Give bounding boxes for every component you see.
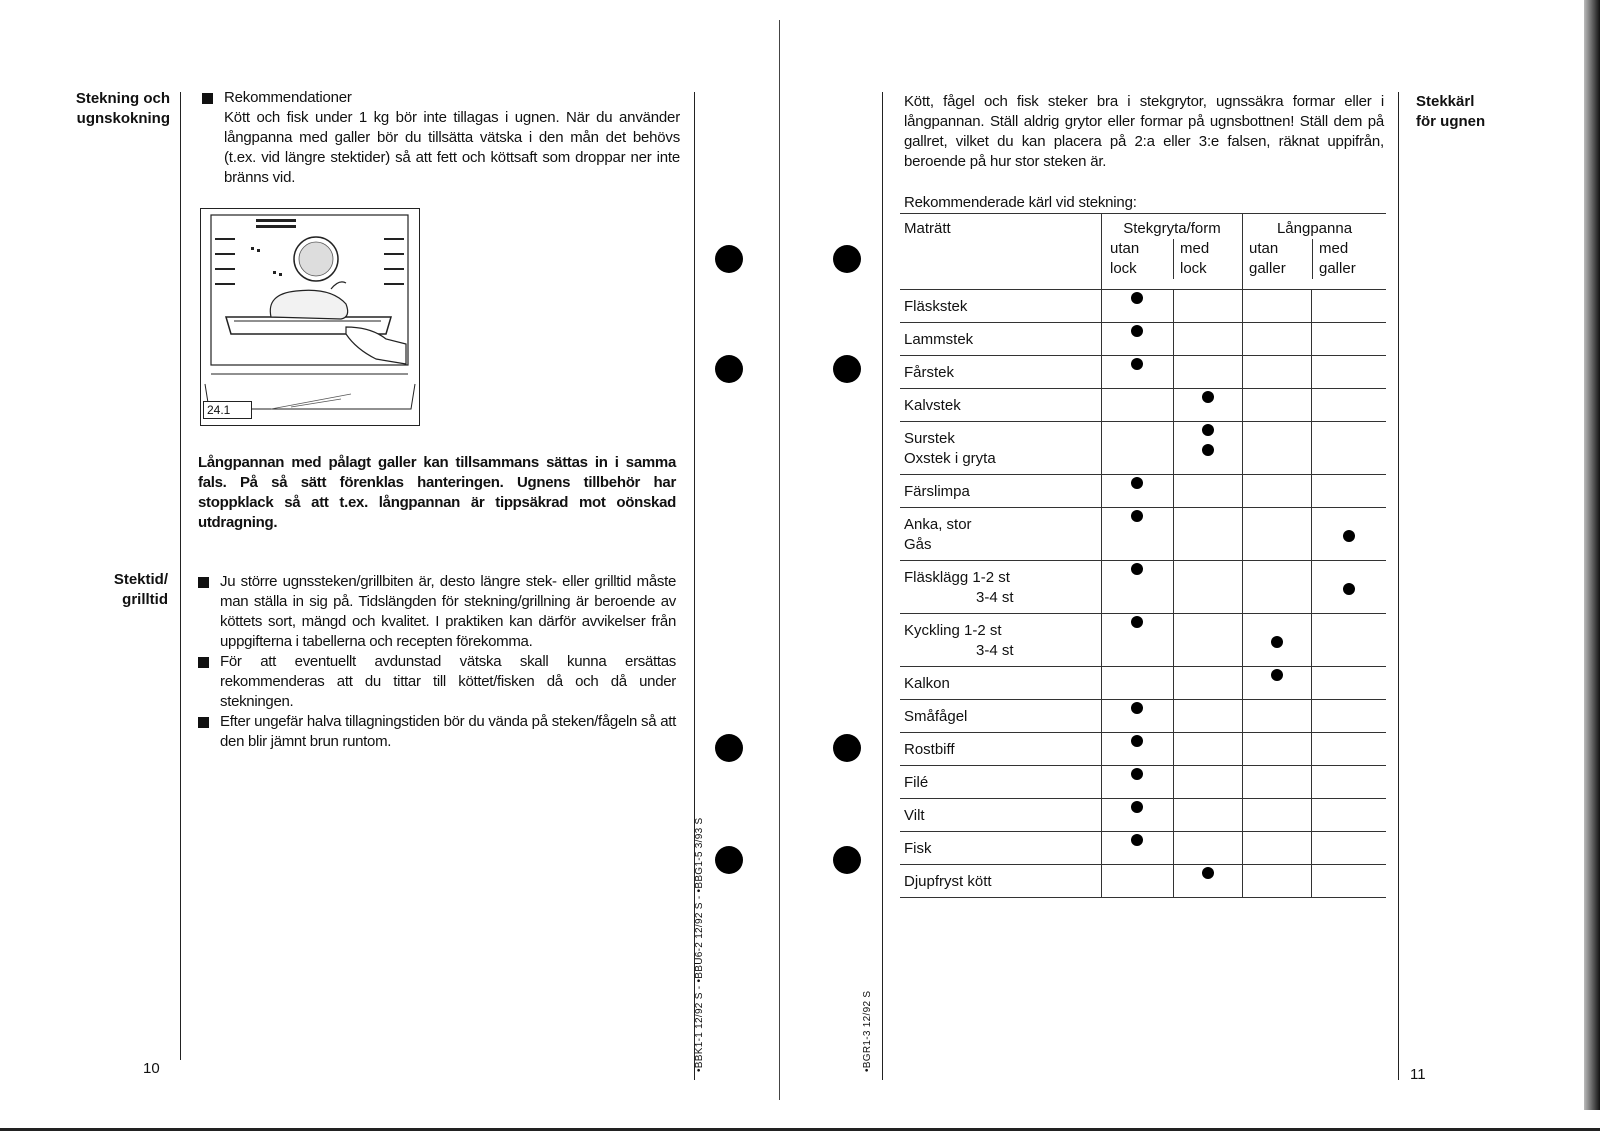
mark-line [1174, 389, 1243, 409]
mark-line [1102, 865, 1173, 885]
mark-cell [1243, 798, 1312, 831]
left-column-rule [180, 92, 181, 1060]
dish-cell [900, 613, 1102, 666]
mark-line [1243, 422, 1311, 442]
dish-name: Fårstek [904, 363, 955, 381]
mark-cell [1102, 474, 1174, 507]
subheader-line: galler [1319, 260, 1356, 277]
mark-line [1312, 700, 1386, 720]
recommended-dot-icon [1343, 530, 1355, 542]
recommended-dot-icon [1202, 424, 1214, 436]
mark-line [1102, 356, 1173, 376]
mark-cell [1312, 864, 1386, 897]
mark-cell [1102, 421, 1174, 474]
recommendations-title: Rekommendationer [224, 89, 352, 106]
header-dish: Maträtt [900, 214, 1102, 289]
mark-line [1312, 323, 1386, 343]
mark-line [1102, 832, 1173, 852]
mark-line [1174, 799, 1243, 819]
mark-line [1243, 667, 1311, 687]
bullet-text: Ju större ugnssteken/grillbiten är, desto längre stek- eller grilltid måste man ställa in sig på. Tidslängden för stekning/grillning är beroende av köttets sort, mängd och kvalitet. I praktiken kan därför avvikelser från uppgifterna i tabellerna och recepten förekomma. [220, 573, 676, 650]
section-heading-line: grilltid [122, 591, 168, 608]
mark-cell [1102, 732, 1174, 765]
dish-name: Vilt [904, 806, 925, 824]
mark-line [1243, 799, 1311, 819]
mark-cell [1102, 355, 1174, 388]
mark-cell [1243, 864, 1312, 897]
section-heading-stekkarl [1416, 92, 1485, 132]
stektid-bullets [198, 572, 676, 752]
mark-line [1102, 442, 1173, 462]
bullet-item [198, 572, 676, 652]
mark-line [1312, 733, 1386, 753]
section-heading-line: Stekning och [75, 90, 170, 107]
mark-cell [1243, 289, 1312, 322]
mark-line [1312, 634, 1386, 654]
mark-line [1102, 290, 1173, 310]
binder-hole-icon [715, 734, 743, 762]
mark-line [1243, 700, 1311, 720]
mark-cell [1312, 699, 1386, 732]
mark-cell [1243, 666, 1312, 699]
mark-cell [1102, 322, 1174, 355]
mark-cell [1312, 421, 1386, 474]
dish-cell [900, 474, 1102, 507]
mark-cell [1243, 388, 1312, 421]
mark-cell [1243, 560, 1312, 613]
mark-line [1174, 422, 1243, 442]
mark-line [1312, 290, 1386, 310]
bottom-scan-line [0, 1128, 1600, 1131]
mark-cell [1102, 613, 1174, 666]
mark-cell [1312, 666, 1386, 699]
subheader-row [1243, 239, 1386, 279]
dish-cell [900, 666, 1102, 699]
mark-cell [1312, 474, 1386, 507]
mark-line [1174, 356, 1243, 376]
mark-cell [1312, 732, 1386, 765]
mark-cell [1102, 289, 1174, 322]
section-heading-line: Stekkärl [1416, 93, 1475, 110]
recommended-dot-icon [1131, 801, 1143, 813]
table-row [900, 474, 1386, 507]
binder-hole-icon [833, 245, 861, 273]
table-header-row [900, 214, 1386, 289]
table-body [900, 289, 1386, 897]
page-number-left: 10 [143, 1060, 160, 1077]
subheader-line: med [1180, 240, 1210, 257]
mark-line [1102, 508, 1173, 528]
mark-line [1102, 634, 1173, 654]
section-heading-line: för ugnen [1416, 113, 1486, 130]
mark-cell [1102, 666, 1174, 699]
dish-cell [900, 732, 1102, 765]
table-row [900, 289, 1386, 322]
mark-cell [1243, 699, 1312, 732]
mark-line [1174, 766, 1243, 786]
mark-line [1243, 832, 1311, 852]
mark-cell [1102, 388, 1174, 421]
table-row [900, 864, 1386, 897]
subheader-med-galler [1312, 239, 1386, 279]
subheader-line: galler [1249, 260, 1286, 277]
subheader-med-lock [1173, 239, 1242, 279]
intro-text: Kött, fågel och fisk steker bra i stekgrytor, ugnssäkra formar eller i långpannan. Ställ aldrig grytor eller formar på ugnsbottnen! Ställ dem på gallret, vilket du kan placera på 2:a eller 3:e falsen, räknat uppifrån, beroende på hur stor steken är. [904, 93, 1384, 170]
subheader-line: med [1319, 240, 1349, 257]
mark-line [1102, 323, 1173, 343]
dish-name: Lammstek [904, 330, 974, 348]
bullet-square-icon [198, 717, 209, 728]
mark-line [1174, 442, 1243, 462]
mark-line [1174, 290, 1243, 310]
mark-line [1174, 865, 1243, 885]
dish-cell [900, 289, 1102, 322]
mark-cell [1173, 507, 1243, 560]
margin-code-left: •BBK1-1 12/92 S - •BBU6-2 12/92 S - •BBG1-5 3/93 S [694, 817, 705, 1072]
mark-line [1174, 667, 1243, 687]
subheader-utan-galler [1243, 239, 1312, 279]
page-number-right: 11 [1410, 1066, 1426, 1083]
bullet-square-icon [198, 577, 209, 588]
mark-cell [1102, 560, 1174, 613]
recommendations-text: Kött och fisk under 1 kg bör inte tillagas i ugnen. När du använder långpanna med galler bör du tillsätta vätska i den mån det behövs (t.ex. vid längre stektider) så att fett och köttsaft som droppar ner inte bränns vid. [224, 109, 680, 186]
mark-line [1102, 561, 1173, 581]
mark-line [1102, 766, 1173, 786]
recommended-dot-icon [1131, 768, 1143, 780]
right-column-rule [1398, 92, 1399, 1080]
recommended-dot-icon [1202, 444, 1214, 456]
mark-line [1312, 561, 1386, 581]
binder-hole-icon [833, 846, 861, 874]
table-row [900, 831, 1386, 864]
table-row [900, 388, 1386, 421]
recommended-dot-icon [1343, 583, 1355, 595]
group-title: Stekgryta/form [1123, 220, 1221, 237]
dish-cell [900, 765, 1102, 798]
mark-cell [1312, 355, 1386, 388]
mark-cell [1173, 421, 1243, 474]
recommendations-block [202, 88, 680, 188]
recommended-dot-icon [1131, 735, 1143, 747]
mark-line [1243, 290, 1311, 310]
bold-note: Långpannan med pålagt galler kan tillsammans sättas in i samma fals. På så sätt förenklas hanteringen. Ugnens tillbehör har stoppklack så att t.ex. långpannan är tippsäkrad mot oönskad utdragning. [198, 454, 676, 531]
mark-line [1312, 528, 1386, 548]
subheader-line: lock [1110, 260, 1137, 277]
recommended-dot-icon [1202, 391, 1214, 403]
dish-name: Kyckling 1-2 st [904, 621, 1002, 639]
mark-line [1174, 561, 1243, 581]
table-row [900, 798, 1386, 831]
section-heading-stektid [30, 570, 168, 610]
recommended-dot-icon [1131, 563, 1143, 575]
mark-line [1174, 508, 1243, 528]
bullet-square-icon [202, 93, 213, 104]
dish-name: Djupfryst kött [904, 872, 992, 890]
mark-line [1174, 832, 1243, 852]
recommendations-heading-item [202, 88, 680, 108]
mark-line [1243, 865, 1311, 885]
dish-name: Surstek [904, 429, 955, 447]
recommended-dot-icon [1131, 325, 1143, 337]
mark-line [1312, 475, 1386, 495]
mark-line [1243, 561, 1311, 581]
mark-cell [1173, 666, 1243, 699]
recommended-dot-icon [1131, 510, 1143, 522]
group-title: Långpanna [1276, 220, 1353, 237]
mark-line [1174, 528, 1243, 548]
mark-line [1102, 475, 1173, 495]
center-fold [779, 20, 780, 1100]
mark-line [1312, 667, 1386, 687]
mark-cell [1173, 289, 1243, 322]
dish-name: Fisk [904, 839, 932, 857]
dish-name: Fläskstek [904, 297, 968, 315]
recommended-dot-icon [1271, 636, 1283, 648]
recommended-dot-icon [1131, 702, 1143, 714]
mark-line [1174, 634, 1243, 654]
mark-line [1312, 799, 1386, 819]
mark-line [1102, 581, 1173, 601]
mark-line [1243, 356, 1311, 376]
mark-cell [1312, 289, 1386, 322]
subheader-row [1102, 239, 1242, 279]
table-row [900, 421, 1386, 474]
binder-hole-icon [715, 846, 743, 874]
binder-hole-icon [715, 245, 743, 273]
mark-line [1102, 700, 1173, 720]
table-row [900, 560, 1386, 613]
mark-cell [1243, 765, 1312, 798]
recommended-dot-icon [1131, 358, 1143, 370]
dish-cell [900, 421, 1102, 474]
mark-cell [1102, 699, 1174, 732]
mark-line [1312, 442, 1386, 462]
header-group-langpanna [1243, 214, 1387, 289]
mark-line [1102, 422, 1173, 442]
mark-cell [1102, 798, 1174, 831]
mark-line [1102, 667, 1173, 687]
mark-cell [1173, 474, 1243, 507]
mark-cell [1312, 765, 1386, 798]
mark-line [1174, 323, 1243, 343]
mark-cell [1173, 613, 1243, 666]
mark-cell [1243, 732, 1312, 765]
dish-cell [900, 355, 1102, 388]
mark-line [1312, 508, 1386, 528]
mark-line [1102, 614, 1173, 634]
mark-cell [1312, 560, 1386, 613]
mark-line [1312, 581, 1386, 601]
dish-name: Anka, stor [904, 515, 972, 533]
dish-cell [900, 699, 1102, 732]
recommendation-table-wrap [900, 213, 1386, 898]
mark-line [1312, 422, 1386, 442]
right-page-edge-rule [882, 92, 883, 1080]
scan-edge-shadow [1584, 0, 1600, 1110]
recommended-dot-icon [1131, 477, 1143, 489]
dish-cell [900, 798, 1102, 831]
mark-cell [1173, 864, 1243, 897]
table-row [900, 613, 1386, 666]
mark-cell [1312, 613, 1386, 666]
dish-cell [900, 560, 1102, 613]
table-row [900, 666, 1386, 699]
table-caption: Rekommenderade kärl vid stekning: [904, 194, 1137, 211]
subheader-line: lock [1180, 260, 1207, 277]
mark-cell [1173, 765, 1243, 798]
mark-line [1243, 389, 1311, 409]
oven-drawing [201, 209, 418, 424]
table-row [900, 732, 1386, 765]
mark-line [1243, 528, 1311, 548]
mark-line [1174, 581, 1243, 601]
mark-line [1174, 733, 1243, 753]
dish-name: Gås [904, 535, 932, 553]
section-heading-line: Stektid/ [113, 571, 168, 588]
table-row [900, 699, 1386, 732]
dish-cell [900, 831, 1102, 864]
dish-name: Färslimpa [904, 482, 970, 500]
mark-line [1312, 389, 1386, 409]
mark-cell [1243, 507, 1312, 560]
header-group-stekgryta [1102, 214, 1243, 289]
mark-cell [1173, 732, 1243, 765]
dish-cell [900, 322, 1102, 355]
mark-cell [1102, 831, 1174, 864]
section-heading-line: ugnskokning [76, 110, 170, 127]
mark-cell [1312, 798, 1386, 831]
mark-cell [1312, 388, 1386, 421]
mark-line [1243, 475, 1311, 495]
mark-line [1243, 766, 1311, 786]
dish-name: Fläsklägg 1-2 st [904, 568, 1010, 586]
mark-cell [1173, 355, 1243, 388]
mark-line [1312, 832, 1386, 852]
figure-label: 24.1 [203, 401, 252, 419]
mark-line [1102, 528, 1173, 548]
dish-name: 3-4 st [976, 588, 1014, 606]
table-row [900, 322, 1386, 355]
recommendation-table [900, 214, 1386, 898]
mark-line [1243, 442, 1311, 462]
mark-line [1243, 634, 1311, 654]
mark-line [1174, 614, 1243, 634]
subheader-line: utan [1249, 240, 1279, 257]
table-row [900, 507, 1386, 560]
binder-hole-icon [833, 355, 861, 383]
mark-line [1102, 733, 1173, 753]
mark-cell [1243, 831, 1312, 864]
recommended-dot-icon [1131, 616, 1143, 628]
mark-cell [1243, 613, 1312, 666]
mark-line [1243, 323, 1311, 343]
bullet-item [198, 712, 676, 752]
dish-name: Småfågel [904, 707, 968, 725]
mark-cell [1102, 864, 1174, 897]
recommended-dot-icon [1202, 867, 1214, 879]
oven-illustration [200, 208, 420, 426]
bullet-square-icon [198, 657, 209, 668]
mark-line [1243, 508, 1311, 528]
table-row [900, 355, 1386, 388]
mark-cell [1102, 507, 1174, 560]
bullet-text: För att eventuellt avdunstad vätska skall kunna ersättas rekommenderas att du tittar till köttet/fisken då och då under stekningen. [220, 653, 676, 710]
mark-line [1174, 475, 1243, 495]
binder-hole-icon [715, 355, 743, 383]
mark-line [1312, 865, 1386, 885]
mark-line [1243, 733, 1311, 753]
margin-code-right: •BGR1-3 12/92 S [862, 990, 873, 1072]
subheader-line: utan [1110, 240, 1140, 257]
mark-line [1174, 700, 1243, 720]
subheader-utan-lock [1102, 239, 1173, 279]
mark-line [1312, 356, 1386, 376]
recommended-dot-icon [1131, 834, 1143, 846]
dish-cell [900, 507, 1102, 560]
dish-name: Kalkon [904, 674, 950, 692]
bullet-item [198, 652, 676, 712]
dish-name: Oxstek i gryta [904, 449, 996, 467]
mark-line [1243, 581, 1311, 601]
dish-name: Kalvstek [904, 396, 961, 414]
mark-cell [1173, 322, 1243, 355]
dish-name: Filé [904, 773, 929, 791]
dish-name: Rostbiff [904, 740, 955, 758]
mark-cell [1102, 765, 1174, 798]
mark-line [1243, 614, 1311, 634]
recommended-dot-icon [1131, 292, 1143, 304]
mark-cell [1243, 474, 1312, 507]
mark-line [1102, 389, 1173, 409]
mark-cell [1173, 560, 1243, 613]
recommended-dot-icon [1271, 669, 1283, 681]
section-heading-stekning [30, 89, 170, 129]
mark-cell [1312, 831, 1386, 864]
bullet-text: Efter ungefär halva tillagningstiden bör du vända på steken/fågeln så att den blir jämnt brun runtom. [220, 713, 676, 750]
mark-cell [1173, 699, 1243, 732]
mark-line [1312, 766, 1386, 786]
mark-cell [1173, 798, 1243, 831]
dish-cell [900, 388, 1102, 421]
mark-line [1102, 799, 1173, 819]
mark-cell [1243, 421, 1312, 474]
mark-cell [1173, 388, 1243, 421]
mark-cell [1312, 322, 1386, 355]
table-row [900, 765, 1386, 798]
binder-hole-icon [833, 734, 861, 762]
mark-cell [1243, 355, 1312, 388]
mark-cell [1173, 831, 1243, 864]
mark-cell [1312, 507, 1386, 560]
mark-cell [1243, 322, 1312, 355]
mark-line [1312, 614, 1386, 634]
dish-name: 3-4 st [976, 641, 1014, 659]
dish-cell [900, 864, 1102, 897]
